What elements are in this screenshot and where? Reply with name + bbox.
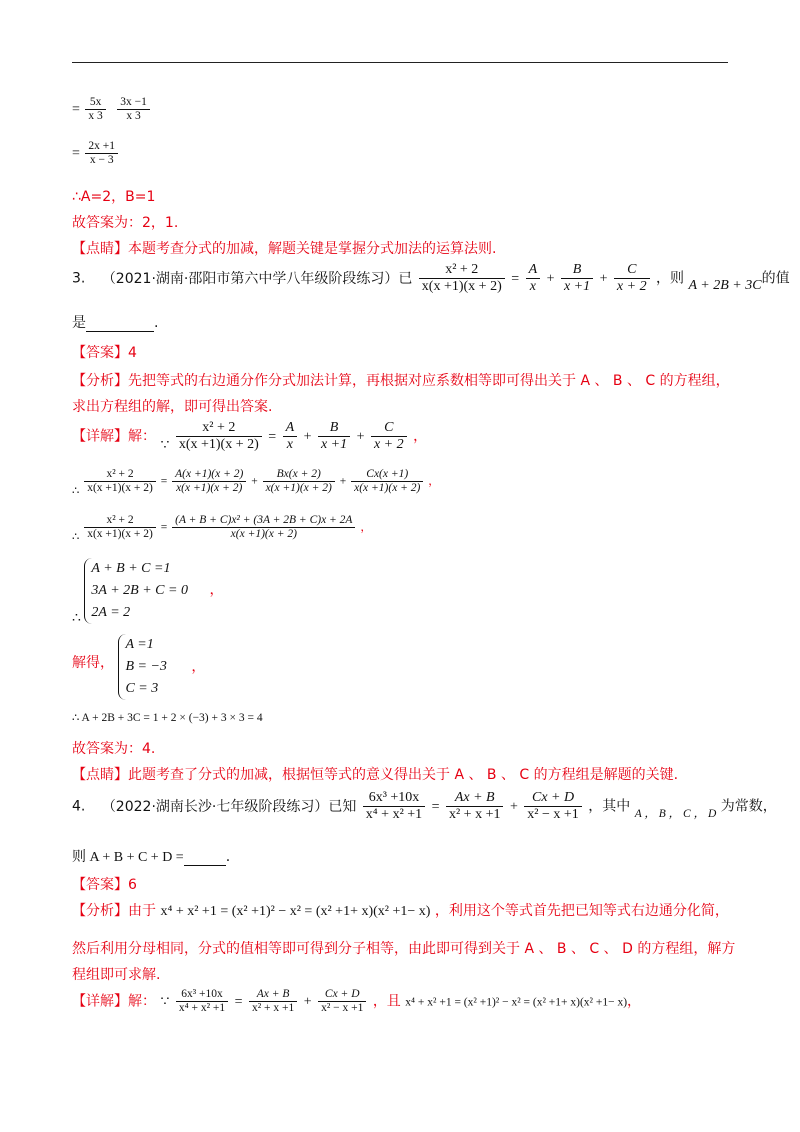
calc-line-2: = $\frac{2x +1}{x - 3}$: [72, 140, 120, 167]
analysis-line-1: 【分析】由于 x⁴ + x² +1 = (x² +1)² − x² = (x² +1+ x)(x² +1− x) ，利用这个等式首先把已知等式右边通分化简，: [72, 903, 729, 919]
answer-blank[interactable]: [86, 315, 154, 332]
fraction: $\frac{\text{x² + 2}}{x(x +1)(x + 2)}$: [84, 514, 156, 541]
fraction: $\frac{Cx + D}{\text{x² − x +1}}$: [318, 988, 366, 1015]
analysis-line-1: 【分析】先把等式的右边通分作分式加法计算，再根据对应系数相等即可得出关于 A 、 B 、 C 的方程组，: [72, 373, 730, 389]
identity-formula: x⁴ + x² +1 = (x² +1)² − x² = (x² +1+ x)(x² +1− x): [160, 904, 431, 919]
question-source: （2021·湖南·邵阳市第六中学八年级阶段练习）已: [101, 270, 413, 287]
question-4-stem: 4. （2022·湖南长沙·七年级阶段练习）已知 $\frac{\text{6x³ +10x}}{\text{x⁴ + x² +1}}$ = $\frac{Ax + B}{\text{x² + x +1}}$ + $\frac{Cx + D}{\text{x² − x +1}}$ ，其中 $_{A , B , C , D}$ 为常数，: [72, 790, 777, 823]
fraction: $\frac{Ax + B}{\text{x² + x +1}}$: [249, 988, 297, 1015]
fraction: $\frac{\text{x² + 2}}{x(x +1)(x + 2)}$: [419, 262, 505, 295]
question-source: （2022·湖南长沙·七年级阶段练习）已知: [101, 798, 357, 815]
fraction: $\frac{Cx(x +1)}{x(x +1)(x + 2)}$: [351, 468, 423, 495]
fraction: $\frac{A(x +1)(x + 2)}{x(x +1)(x + 2)}$: [172, 468, 246, 495]
question-4-line2: 则 A + B + C + D = .: [72, 849, 231, 865]
fraction: $\frac{A}{x}$: [283, 420, 298, 453]
fraction: $\frac{C}{x + 2}$: [371, 420, 407, 453]
final-answer: 故答案为：4.: [72, 741, 156, 757]
answer-label: 【答案】4: [72, 345, 137, 361]
fraction: $\frac{\text{6x³ +10x}}{\text{x⁴ + x² +1}}$: [176, 988, 228, 1015]
fraction: $\frac{Cx + D}{\text{x² − x +1}}$: [524, 790, 582, 823]
result-line: ∴A=2，B=1: [72, 189, 156, 205]
analysis-line-2: 然后利用分母相同，分式的值相等即可得到分子相等，由此即可得到关于 A 、 B 、 C 、 D 的方程组，解方: [72, 941, 736, 957]
detail-step-3: ∴ $\frac{\text{x² + 2}}{x(x +1)(x + 2)}$ = $\frac{\text{(A + B + C)x² + (3A + 2B + C)x + 2A}}{x(x +1)(x + 2)}$ ，: [72, 514, 372, 544]
fraction: $\frac{\text{x² + 2}}{x(x +1)(x + 2)}$: [176, 420, 262, 453]
fraction: $\frac{5x}{x 3}$: [85, 96, 105, 123]
fraction: $\frac{Bx(x + 2)}{x(x +1)(x + 2)}$: [263, 468, 335, 495]
fraction: $\frac{\text{x² + 2}}{x(x +1)(x + 2)}$: [84, 468, 156, 495]
detail-step-1: 【详解】解： ∵ $\frac{\text{6x³ +10x}}{\text{x⁴ + x² +1}}$ = $\frac{Ax + B}{\text{x² + x +1}}$ + $\frac{Cx + D}{\text{x² − x +1}}$ ，且 x⁴ + x² +1 = (x² +1)² − x² = (x² +1+ x)(x² +1− x)，: [72, 988, 642, 1015]
solution-system: 解得， A =1 B = −3 C = 3 ，: [72, 634, 205, 700]
fraction: $\frac{Ax + B}{\text{x² + x +1}}$: [446, 790, 504, 823]
analysis-line-2: 求出方程组的解，即可得出答案.: [72, 399, 273, 415]
answer-blank[interactable]: [184, 849, 226, 866]
detail-step-2: ∴ $\frac{\text{x² + 2}}{x(x +1)(x + 2)}$ = $\frac{A(x +1)(x + 2)}{x(x +1)(x + 2)}$ + $\frac{Bx(x + 2)}{x(x +1)(x + 2)}$ + $\frac{Cx(x +1)}{x(x +1)(x + 2)}$ ，: [72, 468, 440, 498]
question-number: 3.: [72, 270, 86, 287]
question-3-line2: 是 .: [72, 315, 159, 331]
comment-line: 【点睛】本题考查分式的加减，解题关键是掌握分式加法的运算法则.: [72, 241, 497, 257]
solve-label: 解得，: [72, 655, 114, 671]
question-number: 4.: [72, 798, 86, 815]
detail-label: 【详解】解：: [72, 993, 156, 1010]
system-brace: A + B + C =1 3A + 2B + C = 0 2A = 2: [84, 558, 188, 624]
fraction: $\frac{\text{(A + B + C)x² + (3A + 2B + C)x + 2A}}{x(x +1)(x + 2)}$: [172, 514, 355, 541]
equation-system: ∴ A + B + C =1 3A + 2B + C = 0 2A = 2 ，: [72, 558, 223, 624]
detail-step-1: 【详解】解： ∵ $\frac{\text{x² + 2}}{x(x +1)(x + 2)}$ = $\frac{A}{x}$ + $\frac{B}{x +1}$ + $\frac{C}{x + 2}$ ，: [72, 420, 428, 453]
final-calc: ∴ A + 2B + 3C = 1 + 2 × (−3) + 3 × 3 = 4: [72, 712, 263, 724]
fraction: $\frac{B}{x +1}$: [318, 420, 350, 453]
answer-line: 故答案为：2，1.: [72, 215, 179, 231]
analysis-line-3: 程组即可求解.: [72, 967, 161, 983]
fraction: $\frac{2x +1}{x - 3}$: [85, 140, 118, 167]
fraction: $\frac{3x -1}{x 3}$: [117, 96, 150, 123]
calc-line-1: = $\frac{5x}{x 3}$ $\frac{3x -1}{x 3}$: [72, 96, 152, 123]
fraction: $\frac{A}{x}$: [526, 262, 541, 295]
comment-line: 【点睛】此题考查了分式的加减，根据恒等式的意义得出关于 A 、 B 、 C 的方程组是解题的关键.: [72, 767, 679, 783]
detail-label: 【详解】解：: [72, 428, 156, 445]
solution-brace: A =1 B = −3 C = 3: [118, 634, 166, 700]
fraction: $\frac{B}{x +1}$: [561, 262, 593, 295]
question-3-stem: 3. （2021·湖南·邵阳市第六中学八年级阶段练习）已 $\frac{\text{x² + 2}}{x(x +1)(x + 2)}$ = $\frac{A}{x}$ + $\frac{B}{x +1}$ + $\frac{C}{x + 2}$ ，则 A + 2B + 3C的值: [72, 262, 790, 295]
answer-label: 【答案】6: [72, 877, 137, 893]
identity-formula: x⁴ + x² +1 = (x² +1)² − x² = (x² +1+ x)(x² +1− x): [405, 996, 628, 1009]
header-rule: [72, 62, 728, 63]
fraction: $\frac{C}{x + 2}$: [614, 262, 650, 295]
fraction: $\frac{\text{6x³ +10x}}{\text{x⁴ + x² +1}}$: [363, 790, 425, 823]
